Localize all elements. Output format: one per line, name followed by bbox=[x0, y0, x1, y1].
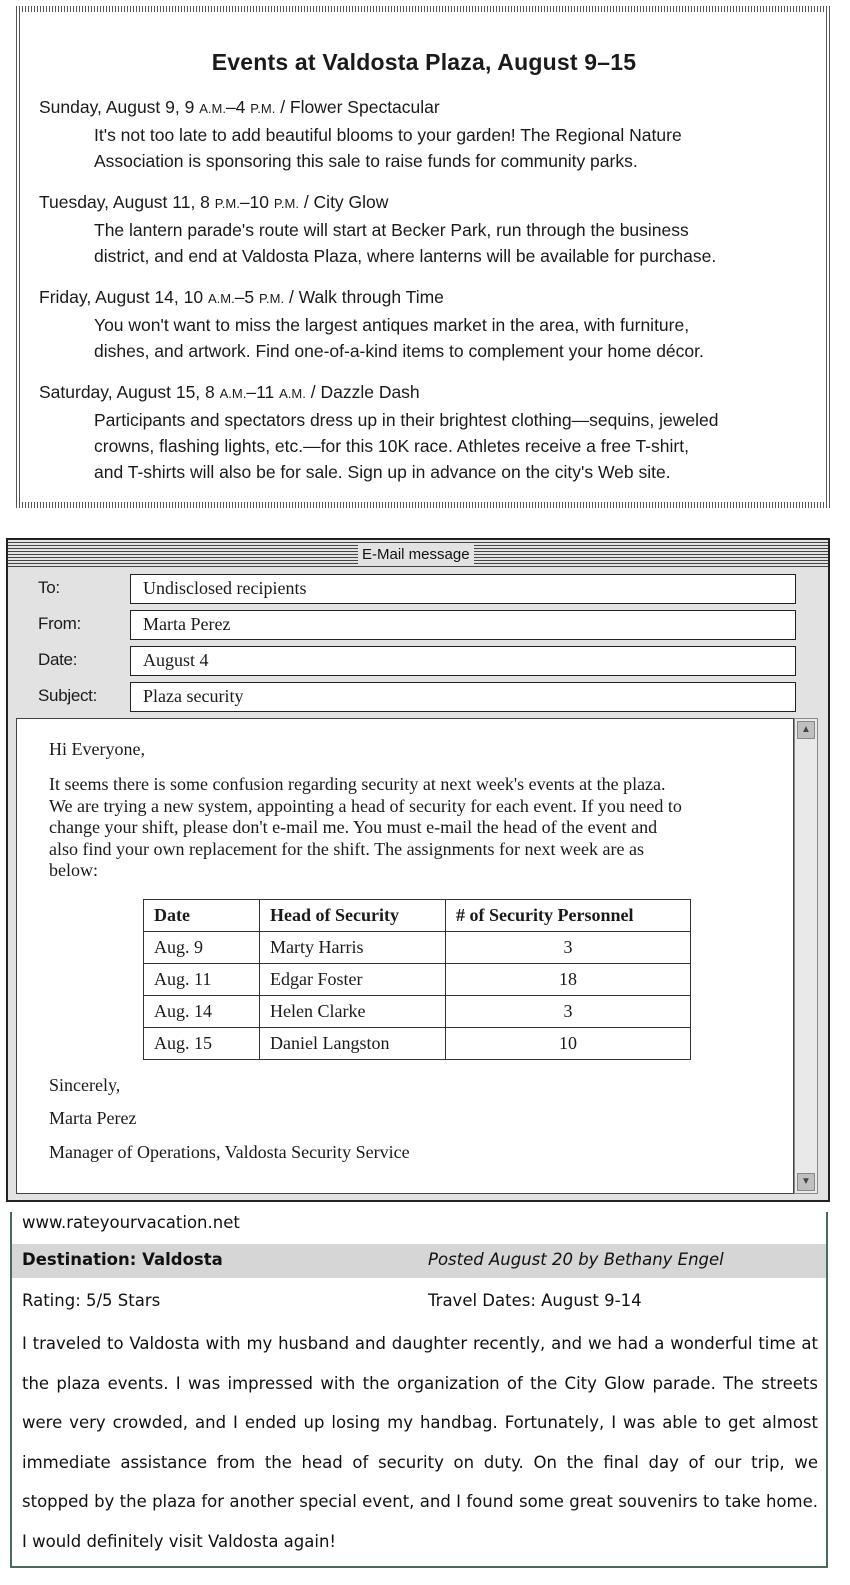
email-greeting: Hi Everyone, bbox=[49, 739, 145, 759]
security-assignments-table bbox=[143, 899, 691, 1060]
review-travel-dates: Travel Dates: August 9-14 bbox=[428, 1291, 642, 1310]
cell-personnel: 18 bbox=[446, 964, 691, 996]
email-scrollbar[interactable] bbox=[794, 718, 818, 1194]
date-label: Date: bbox=[38, 650, 78, 669]
event-description-line: and T-shirts will also be for sale. Sign up in advance on the city's Web site. bbox=[94, 462, 671, 482]
cell-date: Aug. 14 bbox=[144, 996, 260, 1028]
subject-label: Subject: bbox=[38, 686, 98, 705]
cell-date: Aug. 15 bbox=[144, 1028, 260, 1060]
table-row bbox=[144, 1028, 691, 1060]
event-description-line: dishes, and artwork. Find one-of-a-kind items to complement your home décor. bbox=[94, 341, 704, 361]
email-title-bar[interactable] bbox=[8, 542, 828, 568]
event-heading: Sunday, August 9, 9 A.M.–4 P.M. / Flower Spectacular bbox=[39, 97, 440, 117]
column-header-date: Date bbox=[144, 900, 260, 932]
cell-head: Edgar Foster bbox=[260, 964, 446, 996]
vacation-review bbox=[10, 1212, 828, 1568]
event-heading: Friday, August 14, 10 A.M.–5 P.M. / Walk through Time bbox=[39, 287, 444, 307]
event-description-line: You won't want to miss the largest antiques market in the area, with furniture, bbox=[94, 315, 690, 335]
table-row bbox=[144, 932, 691, 964]
email-closing: Sincerely, bbox=[49, 1075, 121, 1095]
review-rating: Rating: 5/5 Stars bbox=[22, 1291, 161, 1310]
event-description-line: It's not too late to add beautiful blooms to your garden! The Regional Nature bbox=[94, 125, 682, 145]
cell-head: Daniel Langston bbox=[260, 1028, 446, 1060]
email-body-line: We are trying a new system, appointing a head of security for each event. If you need to bbox=[49, 795, 682, 816]
email-signature-title: Manager of Operations, Valdosta Security Service bbox=[49, 1142, 410, 1162]
column-header-personnel: # of Security Personnel bbox=[446, 900, 691, 932]
email-body-line: change your shift, please don't e-mail me. You must e-mail the head of the event and bbox=[49, 817, 658, 837]
date-field[interactable]: August 4 bbox=[130, 646, 796, 676]
event-description-line: crowns, flashing lights, etc.—for this 10K race. Athletes receive a free T-shirt, bbox=[94, 436, 689, 456]
from-label: From: bbox=[38, 614, 81, 633]
review-text: I traveled to Valdosta with my husband and daughter recently, and we had a wonderful time at the plaza events. I was impressed with the organization of the City Glow parade. The streets were very crowded, and I ended up losing my handbag. Fortunately, I was able to get almost immediate assistance from the head of security on duty. On the final day of our trip, we stopped by the plaza for another special event, and I found some great souvenirs to take home. I would definitely visit Valdosta again! bbox=[22, 1334, 818, 1551]
event-heading: Tuesday, August 11, 8 P.M.–10 P.M. / City Glow bbox=[39, 192, 389, 212]
to-field[interactable]: Undisclosed recipients bbox=[130, 574, 796, 604]
cell-personnel: 3 bbox=[446, 996, 691, 1028]
email-window bbox=[6, 538, 830, 1202]
to-label: To: bbox=[38, 578, 60, 597]
event-city-glow bbox=[39, 189, 819, 269]
cell-personnel: 10 bbox=[446, 1028, 691, 1060]
email-body-line: also find your own replacement for the shift. The assignments for next week are as bbox=[49, 838, 644, 859]
table-header-row bbox=[144, 900, 691, 932]
event-description-line: Association is sponsoring this sale to raise funds for community parks. bbox=[94, 151, 638, 171]
table-row bbox=[144, 964, 691, 996]
subject-field[interactable]: Plaza security bbox=[130, 682, 796, 712]
event-description-line: district, and end at Valdosta Plaza, where lanterns will be available for purchase. bbox=[94, 246, 717, 266]
event-description-line: Participants and spectators dress up in their brightest clothing—sequins, jeweled bbox=[94, 410, 719, 430]
cell-personnel: 3 bbox=[446, 932, 691, 964]
site-address[interactable]: www.rateyourvacation.net bbox=[12, 1212, 826, 1248]
cell-date: Aug. 11 bbox=[144, 964, 260, 996]
email-signature-name: Marta Perez bbox=[49, 1108, 137, 1128]
scroll-up-icon[interactable]: ▲ bbox=[797, 721, 815, 739]
event-heading: Saturday, August 15, 8 A.M.–11 A.M. / Dazzle Dash bbox=[39, 382, 420, 402]
review-destination: Destination: Valdosta bbox=[22, 1250, 223, 1269]
event-description-line: The lantern parade's route will start at Becker Park, run through the business bbox=[94, 220, 689, 240]
from-field[interactable]: Marta Perez bbox=[130, 610, 796, 640]
column-header-head: Head of Security bbox=[260, 900, 446, 932]
notice-title: Events at Valdosta Plaza, August 9–15 bbox=[211, 49, 637, 75]
email-body-line: below: bbox=[49, 860, 98, 880]
review-posted: Posted August 20 by Bethany Engel bbox=[428, 1250, 724, 1269]
table-row bbox=[144, 996, 691, 1028]
email-body-line: It seems there is some confusion regarding security at next week's events at the plaza. bbox=[49, 774, 666, 794]
event-dazzle-dash bbox=[39, 379, 819, 485]
cell-date: Aug. 9 bbox=[144, 932, 260, 964]
cell-head: Marty Harris bbox=[260, 932, 446, 964]
cell-head: Helen Clarke bbox=[260, 996, 446, 1028]
email-body[interactable] bbox=[16, 718, 794, 1194]
scroll-down-icon[interactable]: ▼ bbox=[797, 1173, 815, 1191]
event-flower-spectacular bbox=[39, 94, 819, 174]
event-walk-through-time bbox=[39, 284, 819, 364]
email-window-title: E-Mail message bbox=[358, 545, 474, 565]
events-notice bbox=[16, 6, 832, 508]
email-paragraph bbox=[49, 774, 789, 882]
